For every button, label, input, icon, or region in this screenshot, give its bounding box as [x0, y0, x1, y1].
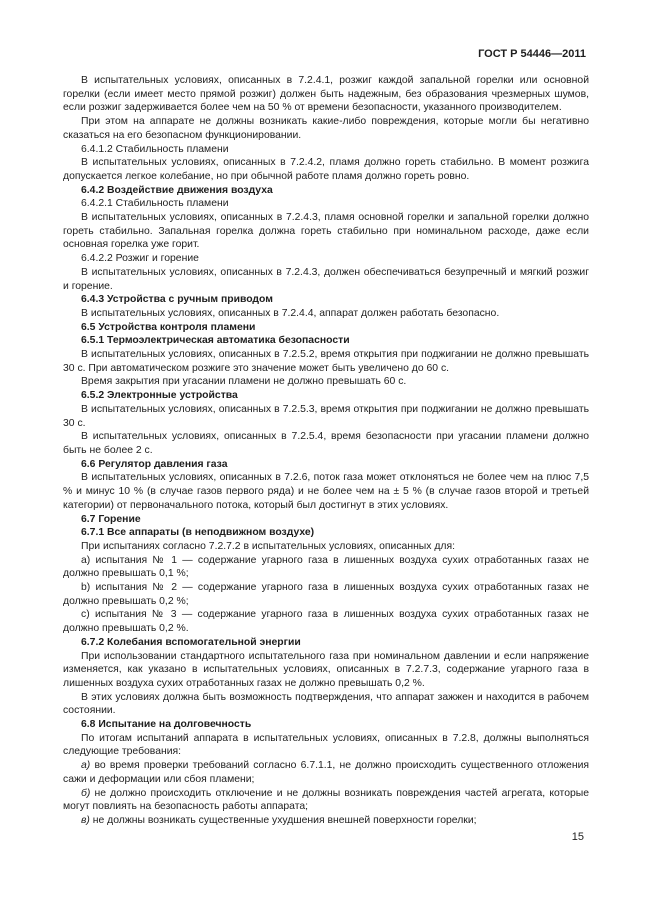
- list-item-text: во время проверки требований согласно 6.7.1.1, не должно происходить существенного отложения сажи и деформации или сбоя пламени;: [63, 760, 589, 785]
- paragraph: c) испытания № 3 — содержание угарного газа в лишенных воздуха сухих отработанных газах не должно превышать 0,2 %.: [63, 609, 589, 635]
- paragraph: В испытательных условиях, описанных в 7.2.5.4, время безопасности при угасании пламени должно быть не более 2 с.: [63, 431, 589, 456]
- paragraph: По итогам испытаний аппарата в испытательных условиях, описанных в 7.2.8, должны выполняться следующие требования:: [63, 732, 589, 758]
- section-heading: 6.8 Испытание на долговечность: [81, 719, 252, 731]
- paragraph: При использовании стандартного испытательного газа при номинальном давлении и если напряжение изменяется, как указано в испытательных условиях, описанных в 7.2.7.3, содержание угарного газа в лишенных воздуха сухих отработанных газах не должно превышать 0,2 %.: [63, 650, 589, 689]
- subsection-heading: 6.4.2.1 Стабильность пламени: [81, 198, 229, 210]
- page-number: 15: [571, 831, 584, 843]
- list-marker: б): [81, 787, 91, 799]
- paragraph: а) испытания № 1 — содержание угарного газа в лишенных воздуха сухих отработанных газах не должно превышать 0,1 %;: [63, 554, 589, 580]
- paragraph: В испытательных условиях, описанных в 7.2.4.3, должен обеспечиваться безупречный и мягкий розжиг и горение.: [63, 266, 589, 292]
- list-marker: а): [81, 760, 91, 772]
- paragraph: В испытательных условиях, описанных в 7.2.4.4, аппарат должен работать безопасно.: [81, 307, 500, 319]
- paragraph: В испытательных условиях, описанных в 7.2.4.1, розжиг каждой запальной горелки или основной горелки (если имеет место прямой розжиг) должен быть надежным, без образования чрезмерных шумов, если розжиг задерживается более чем на 50 % от времени безопасности, указанного производителем.: [63, 75, 589, 114]
- section-heading: 6.5.2 Электронные устройства: [81, 390, 238, 402]
- subsection-heading: 6.4.1.2 Стабильность пламени: [81, 143, 229, 155]
- list-item-text: не должны возникать существенные ухудшения внешней поверхности горелки;: [92, 814, 477, 826]
- list-item-text: не должно происходить отключение и не должны возникать повреждения частей агрегата, которые могут повлиять на безопасность работы аппарата;: [63, 787, 589, 813]
- paragraph: b) испытания № 2 — содержание угарного газа в лишенных воздуха сухих отработанных газах не должно превышать 0,2 %;: [63, 582, 589, 607]
- section-heading: 6.7.1 Все аппараты (в неподвижном воздухе): [81, 527, 315, 539]
- section-heading: 6.5 Устройства контроля пламени: [81, 321, 256, 333]
- subsection-heading: 6.4.2.2 Розжиг и горение: [81, 253, 199, 265]
- list-item: [63, 814, 589, 828]
- list-item: [63, 787, 589, 814]
- section-heading: 6.4.2 Воздействие движения воздуха: [81, 184, 273, 196]
- paragraph: Время закрытия при угасании пламени не должно превышать 60 с.: [81, 376, 407, 388]
- paragraph: При этом на аппарате не должны возникать какие-либо повреждения, которые могли бы негативно сказаться на его безопасном функционировании.: [63, 116, 589, 141]
- section-heading: 6.7 Горение: [81, 513, 141, 525]
- paragraph: В испытательных условиях, описанных в 7.2.5.2, время открытия при поджигании не должно превышать 30 с. При автоматическом розжиге это значение может быть увеличено до 60 с.: [63, 349, 589, 374]
- paragraph: В испытательных условиях, описанных в 7.2.5.3, время открытия при поджигании не должно превышать 30 с.: [63, 403, 589, 429]
- paragraph: В испытательных условиях, описанных в 7.2.6, поток газа может отклоняться не более чем на плюс 7,5 % и минус 10 % (в случае газов первого ряда) и не более чем на ± 5 % (в случае газов второй и третьей категории) от первоначального потока, который был достигнут в этих условиях.: [63, 472, 589, 511]
- list-marker: в): [81, 814, 90, 826]
- document-code: ГОСТ Р 54446—2011: [478, 48, 586, 60]
- section-heading: 6.5.1 Термоэлектрическая автоматика безопасности: [81, 335, 350, 347]
- paragraph: При испытаниях согласно 7.2.7.2 в испытательных условиях, описанных для:: [81, 540, 455, 552]
- paragraph: В испытательных условиях, описанных в 7.2.4.2, пламя должно гореть стабильно. В момент розжига допускается легкое колебание, но при обычной работе пламя должно гореть ровно.: [63, 157, 589, 182]
- paragraph: В испытательных условиях, описанных в 7.2.4.3, пламя основной горелки и запальной горелки должно гореть стабильно. Запальная горелка должна гореть стабильно при номинальном расходе, даже если основная горелка уже горит.: [63, 212, 589, 251]
- section-heading: 6.6 Регулятор давления газа: [81, 458, 228, 470]
- section-heading: 6.7.2 Колебания вспомогательной энергии: [81, 636, 301, 648]
- paragraph: В этих условиях должна быть возможность подтверждения, что аппарат зажжен и находится в рабочем состоянии.: [63, 691, 589, 717]
- section-heading: 6.4.3 Устройства с ручным приводом: [81, 294, 273, 306]
- document-body: [63, 74, 589, 828]
- list-item: [63, 759, 589, 786]
